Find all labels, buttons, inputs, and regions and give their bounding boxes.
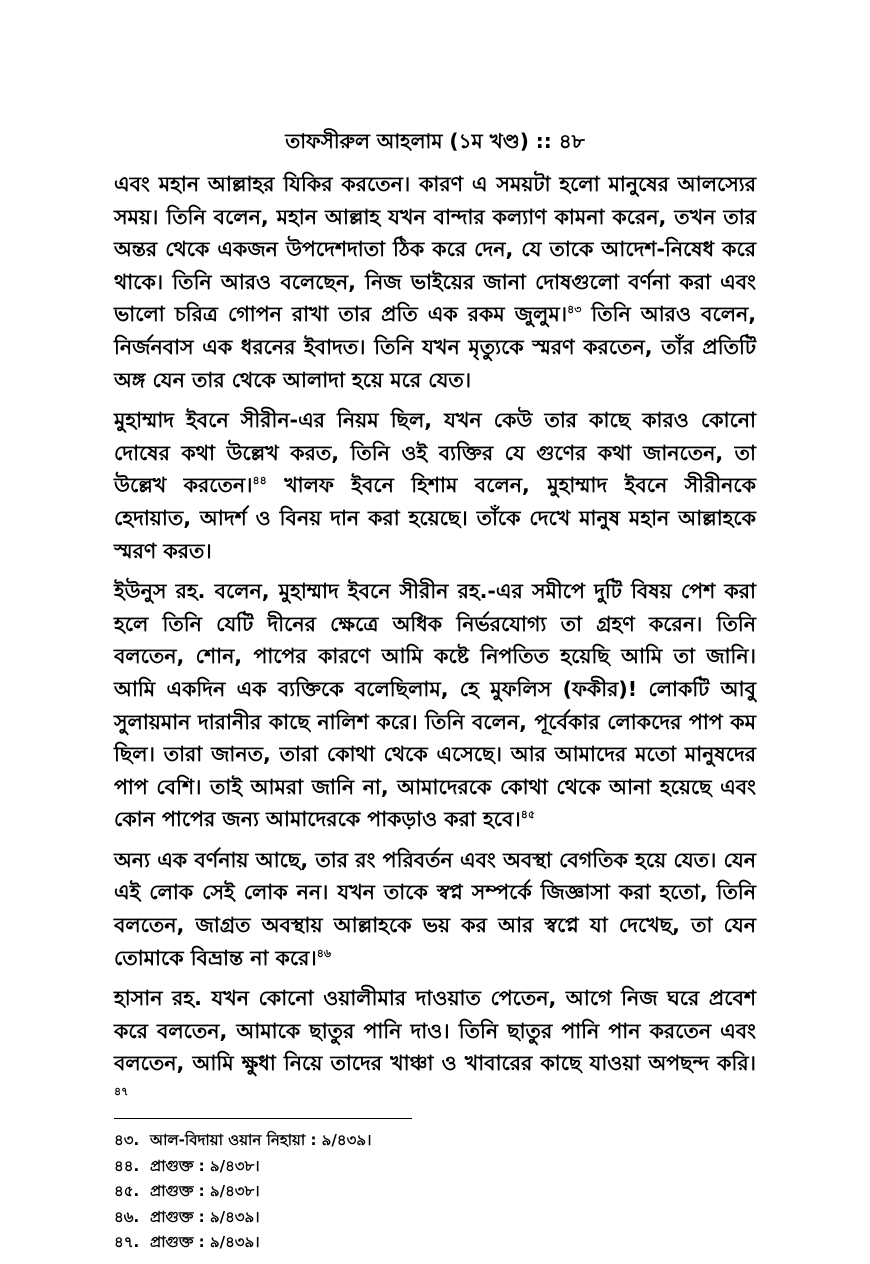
paragraph-text: ইউনুস রহ. বলেন, মুহাম্মাদ ইবনে সীরীন রহ.-এর সমীপে দুটি বিষয় পেশ করা হলে তিনি যেটি দীনের ক্ষেত্রে অধিক নির্ভরযোগ্য তা গ্রহণ করেন। তিনি বলতেন, শোন, পাপের কারণে আমি কষ্টে নিপতিত হয়েছি আমি তা জানি। আমি একদিন এক ব্যক্তিকে বলেছিলাম, হে মুফলিস (ফকীর)! লোকটি আবু সুলায়মান দারানীর কাছে নালিশ করে। তিনি বলেন, পূর্বেকার লোকদের পাপ কম ছিল। তারা জানত, তারা কোথা থেকে এসেছে। আর আমাদের মতো মানুষদের পাপ বেশি। তাই আমরা জানি না, আমাদেরকে কোথা থেকে আনা হয়েছে এবং কোন পাপের জন্য আমাদেরকে পাকড়াও করা হবে। [114, 579, 756, 832]
footnote-ref-46[interactable]: ৪৬ [316, 946, 332, 960]
paragraph-text: তিনি আরও বলেন, নির্জনবাস এক ধরনের ইবাদত। তিনি যখন মৃত্যুকে স্মরণ করতেন, তাঁর প্রতিটি অঙ্গ যেন তার থেকে আলাদা হয়ে মরে যেত। [114, 302, 757, 392]
footnote-number: ৪৪. [114, 1156, 140, 1175]
footnote-text: প্রাগুক্ত : ৯/৪৩৮। [150, 1182, 260, 1201]
running-header: তাফসীরুল আহলাম (১ম খণ্ড) :: ৪৮ [285, 129, 585, 153]
footnote-number: ৪৩. [114, 1131, 140, 1149]
footnote-47 [114, 1230, 756, 1256]
paragraph-5 [114, 982, 756, 1112]
footnote-text: প্রাগুক্ত : ৯/৪৩৮। [150, 1156, 260, 1175]
footnote-45 [114, 1179, 756, 1205]
footnote-number: ৪৬. [114, 1207, 140, 1226]
paragraph-3 [114, 575, 756, 836]
paragraph-2 [114, 404, 756, 567]
paragraph-1 [114, 168, 756, 396]
paragraph-text: হাসান রহ. যখন কোনো ওয়ালীমার দাওয়াত পেতেন, আগে নিজ ঘরে প্রবেশ করে বলতেন, আমাকে ছাতুর পানি দাও। তিনি ছাতুর পানি পান করতেন এবং বলতেন, আমি ক্ষুধা নিয়ে তাদের খাঞ্চা ও খাবারের কাছে যাওয়া অপছন্দ করি। [114, 986, 756, 1076]
footnote-43 [114, 1128, 756, 1154]
footnote-text: প্রাগুক্ত : ৯/৪৩৯। [150, 1233, 260, 1252]
paragraph-text: অন্য এক বর্ণনায় আছে, তার রং পরিবর্তন এবং অবস্থা বেগতিক হয়ে যেত। যেন এই লোক সেই লোক নন। যখন তাকে স্বপ্ন সম্পর্কে জিজ্ঞাসা করা হতো, তিনি বলতেন, জাগ্রত অবস্থায় আল্লাহকে ভয় কর আর স্বপ্নে যা দেখেছ, তা যেন তোমাকে বিভ্রান্ত না করে। [114, 847, 756, 970]
footnote-number: ৪৭. [114, 1233, 140, 1252]
footnote-text: আল-বিদায়া ওয়ান নিহায়া : ৯/৪৩৯। [150, 1131, 372, 1149]
footnote-text: প্রাগুক্ত : ৯/৪৩৯। [150, 1207, 260, 1226]
footnote-ref-44[interactable]: ৪৪ [252, 474, 267, 488]
footnote-ref-47[interactable]: ৪৭ [114, 1085, 129, 1099]
footnote-46 [114, 1205, 756, 1231]
paragraph-text: খালফ ইবনে হিশাম বলেন, মুহাম্মাদ ইবনে সীরীনকে হেদায়াত, আদর্শ ও বিনয় দান করা হয়েছে। তাঁকে দেখে মানুষ মহান আল্লাহকে স্মরণ করত। [114, 473, 756, 563]
footnote-44 [114, 1154, 756, 1180]
paragraph-text: এবং মহান আল্লাহর যিকির করতেন। কারণ এ সময়টা হলো মানুষের আলস্যের সময়। তিনি বলেন, মহান আল্লাহ যখন বান্দার কল্যাণ কামনা করেন, তখন তার অন্তর থেকে একজন উপদেশদাতা ঠিক করে দেন, যে তাকে আদেশ-নিষেধ করে থাকে। তিনি আরও বলেছেন, নিজ ভাইয়ের জানা দোষগুলো বর্ণনা করা এবং ভালো চরিত্র গোপন রাখা তার প্রতি এক রকম জুলুম। [114, 172, 756, 327]
footnote-list [114, 1128, 756, 1256]
footnote-ref-45[interactable]: ৪৫ [520, 808, 536, 822]
footnote-ref-43[interactable]: ৪৩ [567, 303, 582, 317]
paragraph-4 [114, 844, 756, 974]
footnote-number: ৪৫. [114, 1182, 140, 1201]
footnote-divider [114, 1118, 412, 1119]
paragraph-text: মুহাম্মাদ ইবনে সীরীন-এর নিয়ম ছিল, যখন কেউ তার কাছে কারও কোনো দোষের কথা উল্লেখ করত, তিনি ওই ব্যক্তির যে গুণের কথা জানতেন, তা উল্লেখ করতেন। [114, 408, 756, 498]
page-body [114, 128, 756, 1121]
